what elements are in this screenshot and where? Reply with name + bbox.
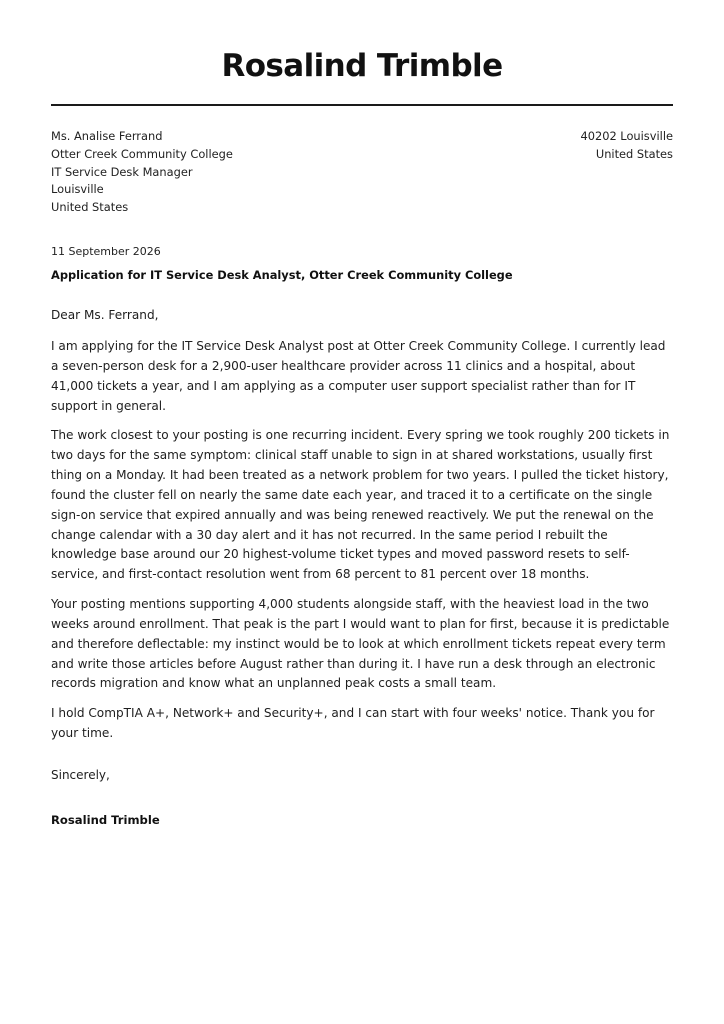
body-paragraph-3: Your posting mentions supporting 4,000 students alongside staff, with the heaviest load in the two weeks around enrollment. That peak is the part I would want to plan for first, because it is predictable and therefore deflectable: my instinct would be to look at which enrollment tickets repeat every term and write those articles before August rather than during it. I have run a desk through an electronic records migration and know what an unplanned peak costs a small team. [51,596,670,691]
recipient-country: United States [51,200,129,215]
letter-body [51,306,673,753]
body-paragraph-1: I am applying for the IT Service Desk Analyst post at Otter Creek Community College. I currently lead a seven-person desk for a 2,900-user healthcare provider across 11 clinics and a hospital, about 41,000 tickets a year, and I am applying as a computer user support specialist rather than for IT support in general. [51,338,666,413]
sender-country: United States [595,146,673,161]
recipient-city: Louisville [51,182,104,197]
letter-date: 11 September 2026 [51,245,161,258]
body-paragraph-4: I hold CompTIA A+, Network+ and Security+, and I can start with four weeks' notice. Thank you for your time. [51,705,655,740]
recipient-name: Ms. Analise Ferrand [51,129,163,143]
recipient-title: IT Service Desk Manager [51,164,193,179]
letter-subject: Application for IT Service Desk Analyst, Otter Creek Community College [51,268,513,282]
recipient-organization: Otter Creek Community College [51,146,233,161]
header-divider [51,104,673,106]
recipient-address-block [51,128,233,217]
sender-address-block [580,128,673,164]
applicant-name-heading: Rosalind Trimble [221,48,503,84]
sender-postal-city: 40202 Louisville [580,129,673,143]
body-paragraph-2: The work closest to your posting is one recurring incident. Every spring we took roughly 200 tickets in two days for the same symptom: clinical staff unable to sign in at shared workstations, usually first thing on a Monday. It had been treated as a network problem for two years. I pulled the ticket history, found the cluster fell on nearly the same date each year, and traced it to a certificate on the single sign-on service that expired annually and was being renewed reactively. We put the renewal on the change calendar with a 30 day alert and it has not recurred. In the same period I rebuilt the knowledge base around our 20 highest-volume ticket types and moved password resets to self-service, and first-contact resolution went from 68 percent to 81 percent over 18 months. [51,428,670,582]
salutation: Dear Ms. Ferrand, [51,308,159,322]
signature-name: Rosalind Trimble [51,813,160,827]
closing-line: Sincerely, [51,768,110,782]
